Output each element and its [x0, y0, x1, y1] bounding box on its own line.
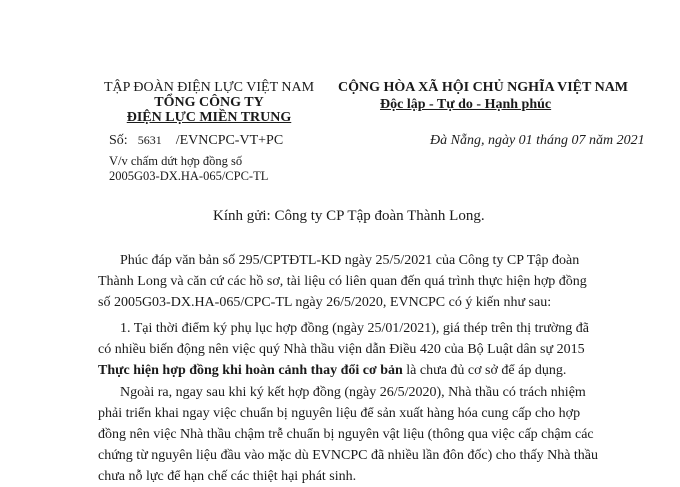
paragraph-line — [98, 360, 632, 381]
document-number-label: Số: — [109, 133, 128, 148]
org-name: TỔNG CÔNG TY — [154, 95, 264, 110]
paragraph-line: số 2005G03-DX.HA-065/CPC-TL ngày 26/5/2020, EVNCPC có ý kiến như sau: — [98, 295, 552, 310]
org-subname: ĐIỆN LỰC MIỀN TRUNG — [126, 110, 292, 125]
org-parent: TẬP ĐOÀN ĐIỆN LỰC VIỆT NAM — [103, 80, 315, 95]
national-motto: Độc lập - Tự do - Hạnh phúc — [380, 97, 552, 112]
paragraph-line: chứng từ nguyên liệu đầu vào mặc dù EVNCPC đã nhiều lần đôn đốc) cho thấy Nhà thầu — [98, 448, 599, 463]
place-date: Đà Nẵng, ngày 01 tháng 07 năm 2021 — [430, 133, 645, 148]
paragraph-line: 1. Tại thời điểm ký phụ lục hợp đồng (ngày 25/01/2021), giá thép trên thị trường đã — [120, 321, 589, 336]
paragraph-reply — [98, 250, 632, 313]
document-number — [109, 133, 283, 149]
paragraph-line: có nhiều biến động nên việc quý Nhà thầu viện dẫn Điều 420 của Bộ Luật dân sự 2015 — [98, 342, 585, 357]
subject-line: V/v chấm dứt hợp đồng số — [109, 154, 243, 168]
paragraph-additional — [98, 382, 632, 487]
document-number-value: 5631 — [137, 133, 162, 147]
paragraph-line: Ngoài ra, ngay sau khi ký kết hợp đồng (ngày 26/5/2020), Nhà thầu có trách nhiệm — [120, 385, 586, 400]
paragraph-line: Thành Long và căn cứ các hồ sơ, tài liệu có liên quan đến quá trình thực hiện hợp đồng — [98, 274, 587, 289]
emphasis-text: Thực hiện hợp đồng khi hoàn cảnh thay đổi cơ bản — [98, 363, 403, 378]
paragraph-line: chưa nỗ lực để hạn chế các thiệt hại phát sinh. — [98, 469, 357, 484]
paragraph-line: phải triển khai ngay việc chuẩn bị nguyên liệu để sản xuất hàng hóa cung cấp cho hợp — [98, 406, 581, 421]
paragraph-text: là chưa đủ cơ sở để áp dụng. — [402, 363, 567, 378]
subject-line: 2005G03-DX.HA-065/CPC-TL — [109, 169, 269, 183]
paragraph-line: đồng nên việc Nhà thầu chậm trễ chuẩn bị nguyên vật liệu (thông qua việc cấp chậm các — [98, 427, 594, 442]
recipient: Kính gửi: Công ty CP Tập đoàn Thành Long. — [213, 208, 485, 224]
paragraph-line: Phúc đáp văn bản số 295/CPTĐTL-KD ngày 25/5/2021 của Công ty CP Tập đoàn — [120, 253, 580, 268]
paragraph-point-1 — [98, 318, 632, 381]
document-number-code: /EVNCPC-VT+PC — [175, 133, 284, 148]
national-title: CỘNG HÒA XÃ HỘI CHỦ NGHĨA VIỆT NAM — [338, 80, 629, 95]
